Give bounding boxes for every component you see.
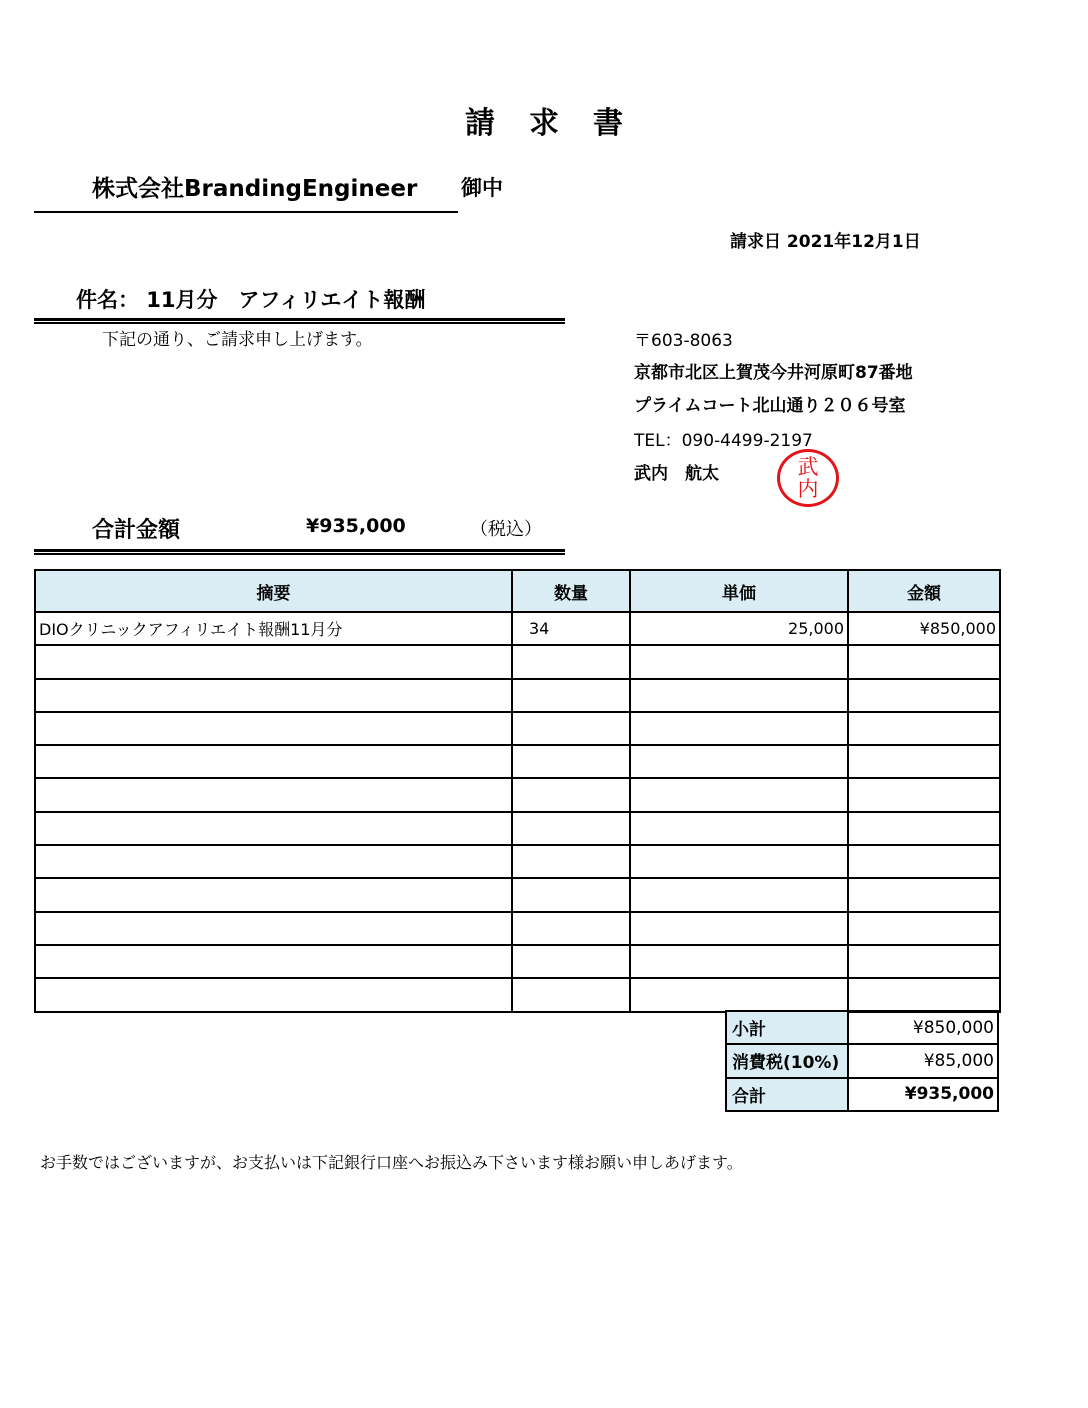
table-row <box>35 978 1000 1011</box>
tax-value: ¥85,000 <box>848 1044 998 1077</box>
cell-amount <box>848 978 1000 1011</box>
cell-amount: ¥850,000 <box>848 612 1000 645</box>
cell-amount <box>848 912 1000 945</box>
cell-quantity <box>512 845 630 878</box>
cell-unit-price <box>630 645 848 678</box>
table-row <box>35 845 1000 878</box>
cell-unit-price <box>630 745 848 778</box>
cell-quantity <box>512 679 630 712</box>
cell-unit-price <box>630 912 848 945</box>
invoice-date <box>730 227 921 252</box>
cell-unit-price <box>630 845 848 878</box>
cell-amount <box>848 845 1000 878</box>
cell-quantity <box>512 912 630 945</box>
cell-description <box>35 945 512 978</box>
table-row <box>35 712 1000 745</box>
cell-unit-price <box>630 679 848 712</box>
summary-table <box>725 1010 999 1112</box>
cell-description <box>35 679 512 712</box>
table-row <box>35 645 1000 678</box>
cell-quantity <box>512 712 630 745</box>
cell-quantity <box>512 645 630 678</box>
title-char: 書 <box>593 106 623 141</box>
table-row <box>35 778 1000 811</box>
client-name: 株式会社BrandingEngineer <box>92 176 418 202</box>
invoice-date-label: 請求日 <box>730 232 781 252</box>
cell-description <box>35 912 512 945</box>
cell-description <box>35 712 512 745</box>
table-header-row <box>35 570 1000 612</box>
cell-description: DIOクリニックアフィリエイト報酬11月分 <box>35 612 512 645</box>
sender-tel: TEL：090-4499-2197 <box>634 431 813 451</box>
title-char: 請 <box>465 106 495 141</box>
table-row <box>35 812 1000 845</box>
cell-amount <box>848 645 1000 678</box>
seal-stamp-icon <box>777 449 839 507</box>
document-title <box>0 98 1088 142</box>
cell-description <box>35 812 512 845</box>
subtotal-row <box>726 1011 998 1044</box>
stamp-char: 内 <box>797 477 819 501</box>
table-row <box>35 878 1000 911</box>
cell-unit-price <box>630 778 848 811</box>
grand-total-label: 合計 <box>726 1078 848 1111</box>
sender-address-line-1: 京都市北区上賀茂今井河原町87番地 <box>634 363 913 383</box>
total-amount-value: ¥935,000 <box>306 515 406 537</box>
client-honorific: 御中 <box>461 176 503 200</box>
table-row <box>35 945 1000 978</box>
column-header-quantity: 数量 <box>512 570 630 612</box>
table-row <box>35 745 1000 778</box>
subtotal-label: 小計 <box>726 1011 848 1044</box>
cell-amount <box>848 778 1000 811</box>
cell-unit-price <box>630 712 848 745</box>
cell-unit-price <box>630 978 848 1011</box>
table-row <box>35 679 1000 712</box>
intro-text: 下記の通り、ご請求申し上げます。 <box>102 330 373 350</box>
invoice-date-value: 2021年12月1日 <box>786 232 921 252</box>
cell-quantity <box>512 978 630 1011</box>
cell-unit-price <box>630 812 848 845</box>
client-underline <box>34 211 458 213</box>
cell-description <box>35 778 512 811</box>
cell-amount <box>848 679 1000 712</box>
subtotal-value: ¥850,000 <box>848 1011 998 1044</box>
title-char: 求 <box>529 106 559 141</box>
cell-quantity: 34 <box>512 612 630 645</box>
subject-line: 件名： 11月分 アフィリエイト報酬 <box>76 288 426 312</box>
sender-postal-code: 〒603-8063 <box>634 331 733 351</box>
total-amount-label: 合計金額 <box>92 518 181 543</box>
sender-name: 武内 航太 <box>634 464 719 484</box>
total-tax-included-note: （税込） <box>470 519 542 540</box>
cell-unit-price: 25,000 <box>630 612 848 645</box>
column-header-amount: 金額 <box>848 570 1000 612</box>
cell-quantity <box>512 878 630 911</box>
line-items-table <box>34 569 1001 1013</box>
cell-description <box>35 845 512 878</box>
total-double-underline <box>34 549 565 555</box>
cell-quantity <box>512 812 630 845</box>
cell-description <box>35 978 512 1011</box>
grand-total-row <box>726 1078 998 1111</box>
table-row <box>35 912 1000 945</box>
cell-quantity <box>512 778 630 811</box>
cell-unit-price <box>630 878 848 911</box>
cell-amount <box>848 945 1000 978</box>
tax-row <box>726 1044 998 1077</box>
cell-unit-price <box>630 945 848 978</box>
cell-amount <box>848 745 1000 778</box>
cell-description <box>35 745 512 778</box>
tax-label: 消費税(10%) <box>726 1044 848 1077</box>
subject-double-underline <box>34 318 565 324</box>
table-row <box>35 612 1000 645</box>
grand-total-value: ¥935,000 <box>848 1078 998 1111</box>
cell-description <box>35 878 512 911</box>
column-header-description: 摘要 <box>35 570 512 612</box>
cell-amount <box>848 712 1000 745</box>
cell-quantity <box>512 745 630 778</box>
cell-description <box>35 645 512 678</box>
column-header-unit-price: 単価 <box>630 570 848 612</box>
payment-note: お手数ではございますが、お支払いは下記銀行口座へお振込み下さいます様お願い申しあげます。 <box>40 1153 743 1172</box>
stamp-char: 武 <box>797 455 819 479</box>
cell-quantity <box>512 945 630 978</box>
cell-amount <box>848 812 1000 845</box>
sender-address-line-2: プライムコート北山通り２０６号室 <box>634 396 906 416</box>
cell-amount <box>848 878 1000 911</box>
